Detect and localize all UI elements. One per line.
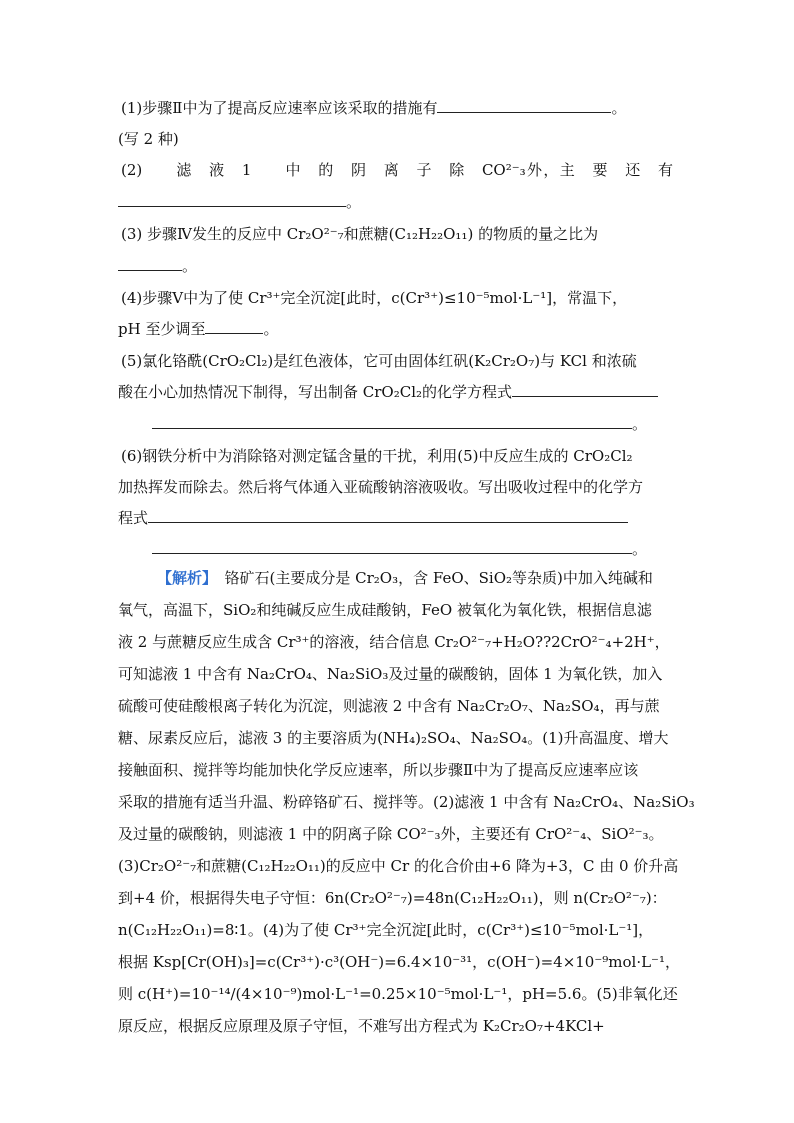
q1-line1: (1)步骤Ⅱ中为了提高反应速率应该采取的措施有 。 — [121, 99, 627, 117]
analysis-line-12: n(C₁₂H₂₂O₁₁)=8∶1。(4)为了使 Cr³⁺完全沉淀[此时，c(Cr³⁺)≤10⁻⁵mol·L⁻¹]， — [118, 921, 654, 939]
q5-answer-blank-1[interactable] — [512, 382, 658, 397]
q3-line2: 。 — [118, 256, 197, 276]
q6-line1: (6)钢铁分析中为消除铬对测定锰含量的干扰，利用(5)中反应生成的 CrO₂Cl₂ — [121, 447, 633, 465]
q5-answer-blank-2[interactable] — [152, 414, 632, 429]
analysis-line-9: 及过量的碳酸钠，则滤液 1 中的阴离子除 CO²⁻₃外，主要还有 CrO²⁻₄、SiO²⁻₃。 — [118, 825, 664, 843]
q4-line1: (4)步骤Ⅴ中为了使 Cr³⁺完全沉淀[此时，c(Cr³⁺)≤10⁻⁵mol·L⁻¹]，常温下， — [121, 289, 628, 307]
analysis-line-11: 到+4 价，根据得失电子守恒：6n(Cr₂O²⁻₇)=48n(C₁₂H₂₂O₁₁)，则 n(Cr₂O²⁻₇)： — [118, 889, 667, 907]
q6-line4: 。 — [152, 539, 647, 559]
analysis-tag: 【解析】 — [157, 569, 210, 587]
q6-answer-blank-2[interactable] — [152, 539, 632, 554]
analysis-line-13: 根据 Ksp[Cr(OH)₃]=c(Cr³⁺)·c³(OH⁻)=6.4×10⁻³¹，c(OH⁻)=4×10⁻⁹mol·L⁻¹， — [118, 953, 680, 971]
analysis-line-8: 采取的措施有适当升温、粉碎铬矿石、搅拌等。(2)滤液 1 中含有 Na₂CrO₄、Na₂SiO₃ — [118, 793, 695, 811]
q3-line1: (3) 步骤Ⅳ发生的反应中 Cr₂O²⁻₇和蔗糖(C₁₂H₂₂O₁₁) 的物质的量之比为 — [121, 225, 599, 243]
analysis-line-4: 可知滤液 1 中含有 Na₂CrO₄、Na₂SiO₃及过量的碳酸钠，固体 1 为氧化铁，加入 — [118, 665, 663, 683]
analysis-line-7: 接触面积、搅拌等均能加快化学反应速率，所以步骤Ⅱ中为了提高反应速率应该 — [118, 761, 639, 779]
q2-line2: 。 — [118, 192, 361, 212]
analysis-line-15: 原反应，根据反应原理及原子守恒，不难写出方程式为 K₂Cr₂O₇+4KCl+ — [118, 1017, 605, 1035]
analysis-line-3: 液 2 与蔗糖反应生成含 Cr³⁺的溶液，结合信息 Cr₂O²⁻₇+H₂O??2CrO²⁻₄+2H⁺， — [118, 633, 670, 651]
q1-text: (1)步骤Ⅱ中为了提高反应速率应该采取的措施有 — [121, 99, 438, 117]
analysis-line-6: 糖、尿素反应后，滤液 3 的主要溶质为(NH₄)₂SO₄、Na₂SO₄。(1)升高温度、增大 — [118, 729, 669, 747]
analysis-line-14: 则 c(H⁺)=10⁻¹⁴/(4×10⁻⁹)mol·L⁻¹=0.25×10⁻⁵mol·L⁻¹，pH=5.6。(5)非氧化还 — [118, 985, 678, 1003]
q4-line2: pH 至少调至 。 — [118, 320, 279, 338]
q5-line2: 酸在小心加热情况下制得，写出制备 CrO₂Cl₂的化学方程式 — [118, 382, 658, 402]
q1-answer-blank[interactable] — [437, 98, 611, 113]
q2-answer-blank[interactable] — [118, 192, 346, 207]
q5-line3: 。 — [152, 414, 647, 434]
q5-line1: (5)氯化铬酰(CrO₂Cl₂)是红色液体，它可由固体红矾(K₂Cr₂O₇)与 KCl 和浓硫 — [121, 352, 637, 370]
q6-line3: 程式 — [118, 508, 628, 528]
q2-line1: (2) 滤 液 1 中 的 阴 离 子 除 CO²⁻₃外，主 要 还 有 — [121, 161, 673, 179]
analysis-line-2: 氧气，高温下，SiO₂和纯碱反应生成硅酸钠，FeO 被氧化为氧化铁，根据信息滤 — [118, 601, 652, 619]
q4-answer-blank[interactable] — [205, 319, 263, 334]
q6-line2: 加热挥发而除去。然后将气体通入亚硫酸钠溶液吸收。写出吸收过程中的化学方 — [118, 478, 644, 496]
q6-answer-blank-1[interactable] — [148, 508, 628, 523]
analysis-line-1: 【解析】 铬矿石(主要成分是 Cr₂O₃，含 FeO、SiO₂等杂质)中加入纯碱和 — [157, 569, 653, 587]
q3-answer-blank[interactable] — [118, 256, 182, 271]
analysis-line-5: 硫酸可使硅酸根离子转化为沉淀，则滤液 2 中含有 Na₂Cr₂O₇、Na₂SO₄，再与蔗 — [118, 697, 660, 715]
q1-line2: (写 2 种) — [118, 130, 179, 148]
analysis-line-10: (3)Cr₂O²⁻₇和蔗糖(C₁₂H₂₂O₁₁)的反应中 Cr 的化合价由+6 降为+3，C 由 0 价升高 — [118, 857, 679, 875]
